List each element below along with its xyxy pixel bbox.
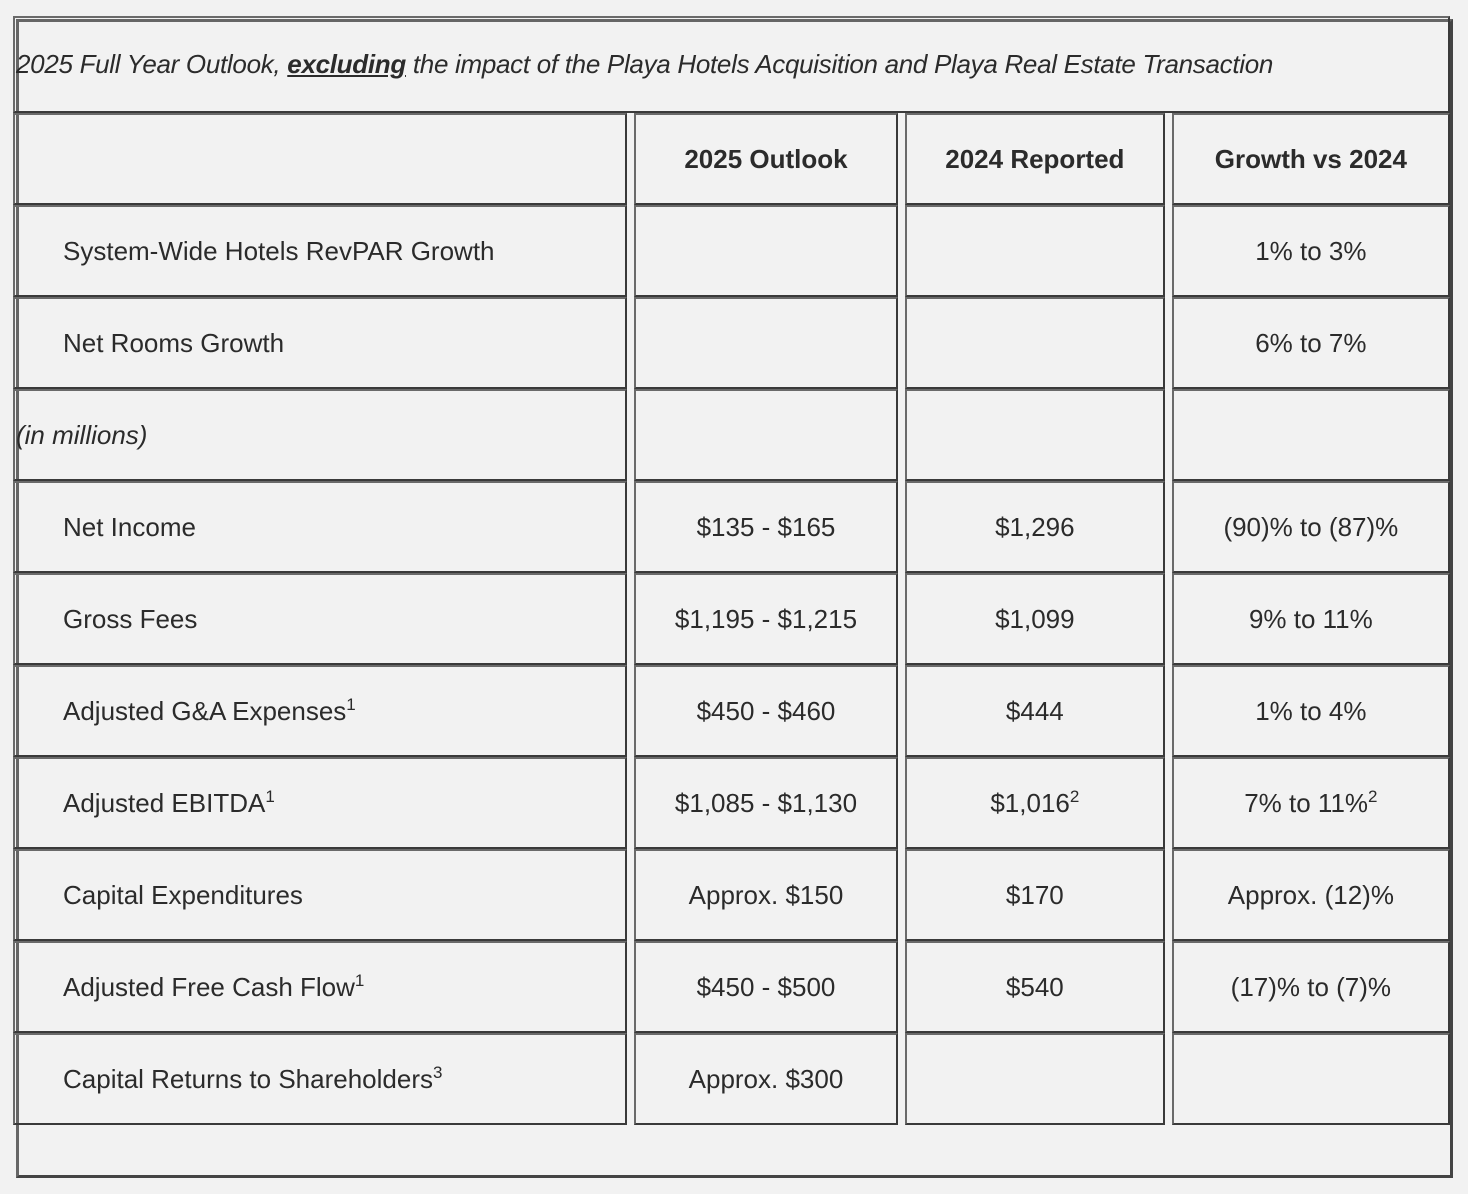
reported-cell [905,573,1165,665]
row-label [13,849,627,941]
table-row [13,1033,1450,1125]
reported-cell-text: $444 [1005,695,1064,726]
reported-cell-text: $1,099 [995,603,1075,634]
table-row [13,205,1450,297]
growth-cell [1172,573,1450,665]
outlook-cell-text: $450 - $460 [696,695,836,726]
row-label-text: Gross Fees [63,603,198,634]
reported-cell [905,941,1165,1033]
growth-cell [1172,941,1450,1033]
reported-cell [905,665,1165,757]
table-row [13,757,1450,849]
growth-cell-text: 1% to 4% [1255,695,1367,726]
growth-cell [1172,1033,1450,1125]
outlook-cell [634,205,898,297]
outlook-cell [634,941,898,1033]
title-prefix: 2025 Full Year Outlook, [16,49,288,79]
outlook-cell [634,665,898,757]
table-row [13,481,1450,573]
growth-cell-text: 7% to 11% [1244,787,1369,818]
growth-cell [1172,205,1450,297]
growth-cell-text: 6% to 7% [1255,327,1367,358]
reported-cell [905,849,1165,941]
title-suffix: the impact of the Playa Hotels Acquisition and Playa Real Estate Transaction [405,49,1274,79]
outlook-cell-text: $450 - $500 [696,971,836,1002]
reported-cell [905,757,1165,849]
row-label-text: Capital Returns to Shareholders [63,1063,433,1094]
table-row [13,941,1450,1033]
table-title-row [13,16,1450,113]
growth-cell [1172,481,1450,573]
footnote-marker: 1 [346,694,356,714]
table-row [13,389,1450,481]
row-label [13,389,627,481]
table-title [13,16,1450,113]
growth-cell-text: (90)% to (87)% [1223,511,1399,542]
outlook-cell-text: $1,195 - $1,215 [674,603,858,634]
reported-cell-text: $540 [1005,971,1064,1002]
outlook-cell [634,573,898,665]
reported-cell [905,389,1165,481]
header-row [13,113,1450,205]
header-blank [13,113,627,205]
row-label [13,757,627,849]
row-label [13,205,627,297]
growth-cell [1172,389,1450,481]
growth-cell-text: 1% to 3% [1255,235,1367,266]
outlook-cell-text: $135 - $165 [696,511,836,542]
table-row [13,297,1450,389]
row-label-text: Net Income [63,511,196,542]
title-emphasis: excluding [287,49,406,79]
growth-cell [1172,757,1450,849]
outlook-cell [634,297,898,389]
outlook-cell-text: Approx. $300 [688,1063,844,1094]
reported-cell [905,297,1165,389]
growth-cell-text: (17)% to (7)% [1230,971,1392,1002]
table-row [13,665,1450,757]
reported-cell-text: $1,296 [995,511,1075,542]
row-label-text: Adjusted G&A Expenses [63,695,347,726]
row-label-text: System-Wide Hotels RevPAR Growth [63,235,495,266]
row-label [13,1033,627,1125]
row-label-text: Adjusted Free Cash Flow [63,971,355,1002]
row-label-text: (in millions) [16,419,148,450]
row-label-text: Adjusted EBITDA [63,787,266,818]
header-growth: Growth vs 2024 [1172,113,1450,205]
outlook-cell [634,757,898,849]
growth-cell-text: 9% to 11% [1248,603,1373,634]
row-label [13,573,627,665]
outlook-cell [634,389,898,481]
outlook-cell-text: $1,085 - $1,130 [674,787,858,818]
row-label [13,941,627,1033]
outlook-cell [634,849,898,941]
outlook-cell [634,481,898,573]
reported-cell-text: $1,016 [990,787,1070,818]
footnote-marker: 2 [1069,786,1080,806]
header-2024-reported: 2024 Reported [905,113,1165,205]
footnote-marker: 1 [265,786,275,806]
table-row [13,849,1450,941]
footnote-marker: 1 [354,970,365,990]
header-2025-outlook: 2025 Outlook [634,113,898,205]
footnote-marker: 2 [1368,786,1378,806]
row-label [13,297,627,389]
outlook-cell-text: Approx. $150 [688,879,844,910]
row-label [13,481,627,573]
outlook-cell [634,1033,898,1125]
growth-cell-text: Approx. (12)% [1227,879,1394,910]
growth-cell [1172,297,1450,389]
row-label [13,665,627,757]
growth-cell [1172,849,1450,941]
row-label-text: Net Rooms Growth [63,327,285,358]
reported-cell-text: $170 [1005,879,1064,910]
outlook-table [6,16,1457,1125]
reported-cell [905,205,1165,297]
footnote-marker: 3 [432,1062,443,1082]
table-row [13,573,1450,665]
reported-cell [905,1033,1165,1125]
reported-cell [905,481,1165,573]
row-label-text: Capital Expenditures [63,879,303,910]
growth-cell [1172,665,1450,757]
